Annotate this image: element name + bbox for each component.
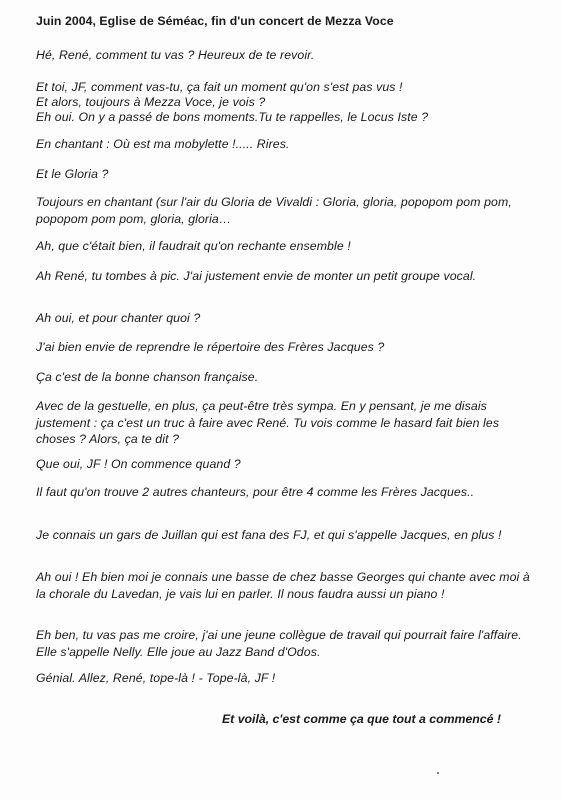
dialogue-line: J'ai bien envie de reprendre le répertoire des Frères Jacques ? — [36, 340, 385, 354]
dialogue-line: Ça c'est de la bonne chanson française. — [36, 370, 259, 384]
document-header: Juin 2004, Eglise de Séméac, fin d'un concert de Mezza Voce — [36, 14, 394, 28]
scan-speck — [437, 772, 439, 774]
dialogue-line: Ah oui, et pour chanter quoi ? — [36, 311, 201, 325]
dialogue-line: Et alors, toujours à Mezza Voce, je vois ? — [36, 95, 266, 109]
dialogue-line: Et le Gloria ? — [36, 167, 109, 181]
dialogue-line: Eh ben, tu vas pas me croire, j'ai une jeune collègue de travail qui pourrait faire l'affaire. Elle s'appelle Nelly. Elle joue au Jazz Band d'Odos. — [36, 628, 522, 659]
dialogue-line: Toujours en chantant (sur l'air du Gloria de Vivaldi : Gloria, gloria, popopom pom pom, popopom pom pom, gloria, gloria… — [36, 195, 512, 226]
dialogue-line: Ah oui ! Eh bien moi je connais une basse de chez basse Georges qui chante avec moi à la chorale du Lavedan, je vais lui en parler. Il nous faudra aussi un piano ! — [36, 570, 530, 601]
dialogue-line: Et toi, JF, comment vas-tu, ça fait un moment qu'on s'est pas vus ! — [36, 80, 403, 94]
dialogue-line: Il faut qu'on trouve 2 autres chanteurs, pour être 4 comme les Frères Jacques.. — [36, 485, 475, 499]
dialogue-line: Je connais un gars de Juillan qui est fana des FJ, et qui s'appelle Jacques, en plus ! — [36, 528, 502, 542]
dialogue-line: Ah, que c'était bien, il faudrait qu'on rechante ensemble ! — [36, 239, 351, 253]
closing-line: Et voilà, c'est comme ça que tout a commencé ! — [221, 712, 501, 726]
dialogue-line: Génial. Allez, René, tope-là ! - Tope-là, JF ! — [36, 671, 276, 685]
dialogue-line: En chantant : Où est ma mobylette !..... Rires. — [36, 137, 290, 151]
dialogue-line: Ah René, tu tombes à pic. J'ai justement envie de monter un petit groupe vocal. — [36, 269, 477, 283]
dialogue-line: Hé, René, comment tu vas ? Heureux de te revoir. — [36, 48, 315, 62]
dialogue-line: Que oui, JF ! On commence quand ? — [36, 457, 241, 471]
dialogue-line: Eh oui. On y a passé de bons moments.Tu te rappelles, le Locus Iste ? — [36, 110, 429, 124]
dialogue-line: Avec de la gestuelle, en plus, ça peut-être très sympa. En y pensant, je me disais justement : ça c'est un truc à faire avec René. Tu vois comme le hasard fait bien les choses ? Alors, ça te dit ? — [36, 399, 500, 446]
